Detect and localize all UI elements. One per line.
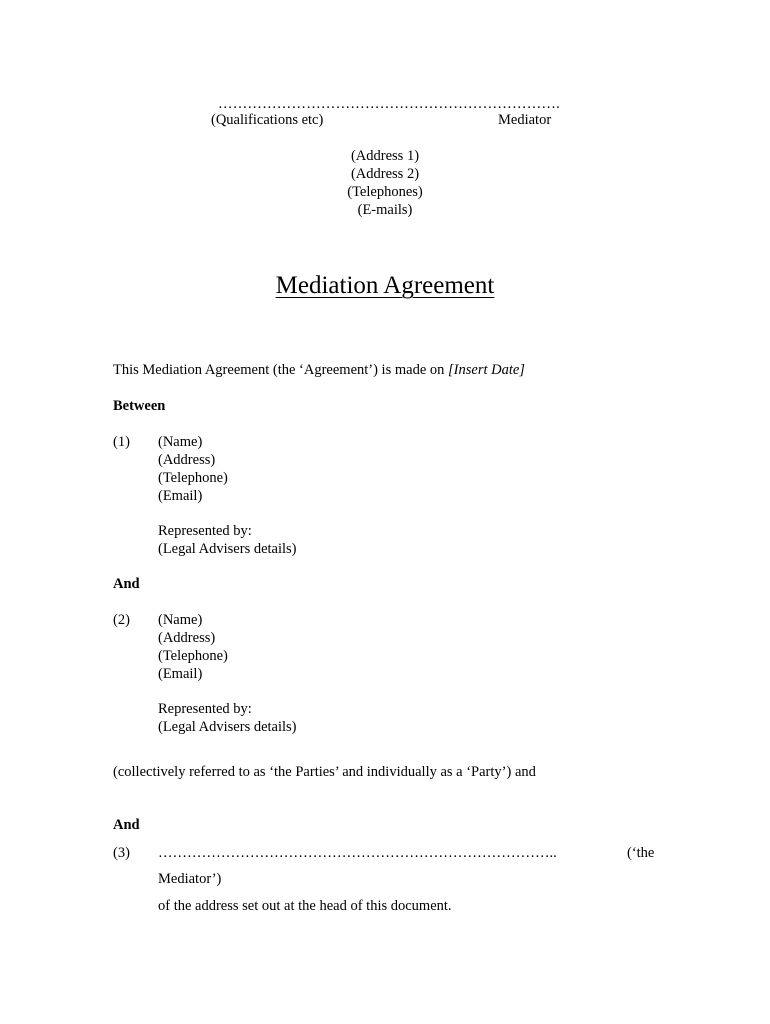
mediator-label: Mediator bbox=[498, 112, 552, 128]
qualifications-label: (Qualifications etc) bbox=[211, 112, 324, 128]
mediator-name-blank: ……………………………………………………………. bbox=[218, 96, 560, 112]
party-1-details bbox=[158, 433, 228, 505]
insert-date-placeholder: [Insert Date] bbox=[448, 362, 525, 378]
party-1-advisers: (Legal Advisers details) bbox=[158, 541, 297, 557]
party-2-name: (Name) bbox=[158, 612, 203, 628]
intro-paragraph bbox=[113, 361, 525, 379]
party-2-details bbox=[158, 611, 228, 683]
party-1-address: (Address) bbox=[158, 452, 216, 468]
party-2-represented-by: Represented by: bbox=[158, 701, 252, 717]
party-1-name: (Name) bbox=[158, 434, 203, 450]
party-2-address: (Address) bbox=[158, 630, 216, 646]
telephones-line: (Telephones) bbox=[347, 184, 423, 200]
address-line-2: (Address 2) bbox=[350, 166, 420, 182]
party-2-email: (Email) bbox=[158, 666, 203, 682]
party-2-telephone: (Telephone) bbox=[158, 648, 228, 664]
party-3-address-note: of the address set out at the head of this document. bbox=[158, 898, 452, 914]
party-2-representation bbox=[158, 700, 297, 736]
party-2-number: (2) bbox=[113, 612, 130, 628]
party-3-the-label: (‘the bbox=[627, 845, 655, 861]
party-3-name-blank: ……………………………………………………………………….. bbox=[158, 845, 557, 861]
party-1-representation bbox=[158, 522, 297, 558]
document-title: Mediation Agreement bbox=[275, 272, 495, 299]
party-1-number: (1) bbox=[113, 434, 130, 450]
emails-line: (E-mails) bbox=[357, 202, 413, 218]
intro-text: This Mediation Agreement (the ‘Agreement’) is made on bbox=[113, 362, 449, 378]
party-3-number: (3) bbox=[113, 845, 130, 861]
and-heading-2: And bbox=[113, 817, 140, 833]
party-1-telephone: (Telephone) bbox=[158, 470, 228, 486]
address-line-1: (Address 1) bbox=[350, 148, 420, 164]
mediator-address-block bbox=[0, 147, 770, 219]
party-1-email: (Email) bbox=[158, 488, 203, 504]
party-2-advisers: (Legal Advisers details) bbox=[158, 719, 297, 735]
party-3-mediator-label: Mediator’) bbox=[158, 871, 222, 887]
collective-reference-text: (collectively referred to as ‘the Parties’ and individually as a ‘Party’) and bbox=[113, 764, 536, 780]
and-heading-1: And bbox=[113, 576, 140, 592]
between-heading: Between bbox=[113, 398, 166, 414]
party-1-represented-by: Represented by: bbox=[158, 523, 252, 539]
